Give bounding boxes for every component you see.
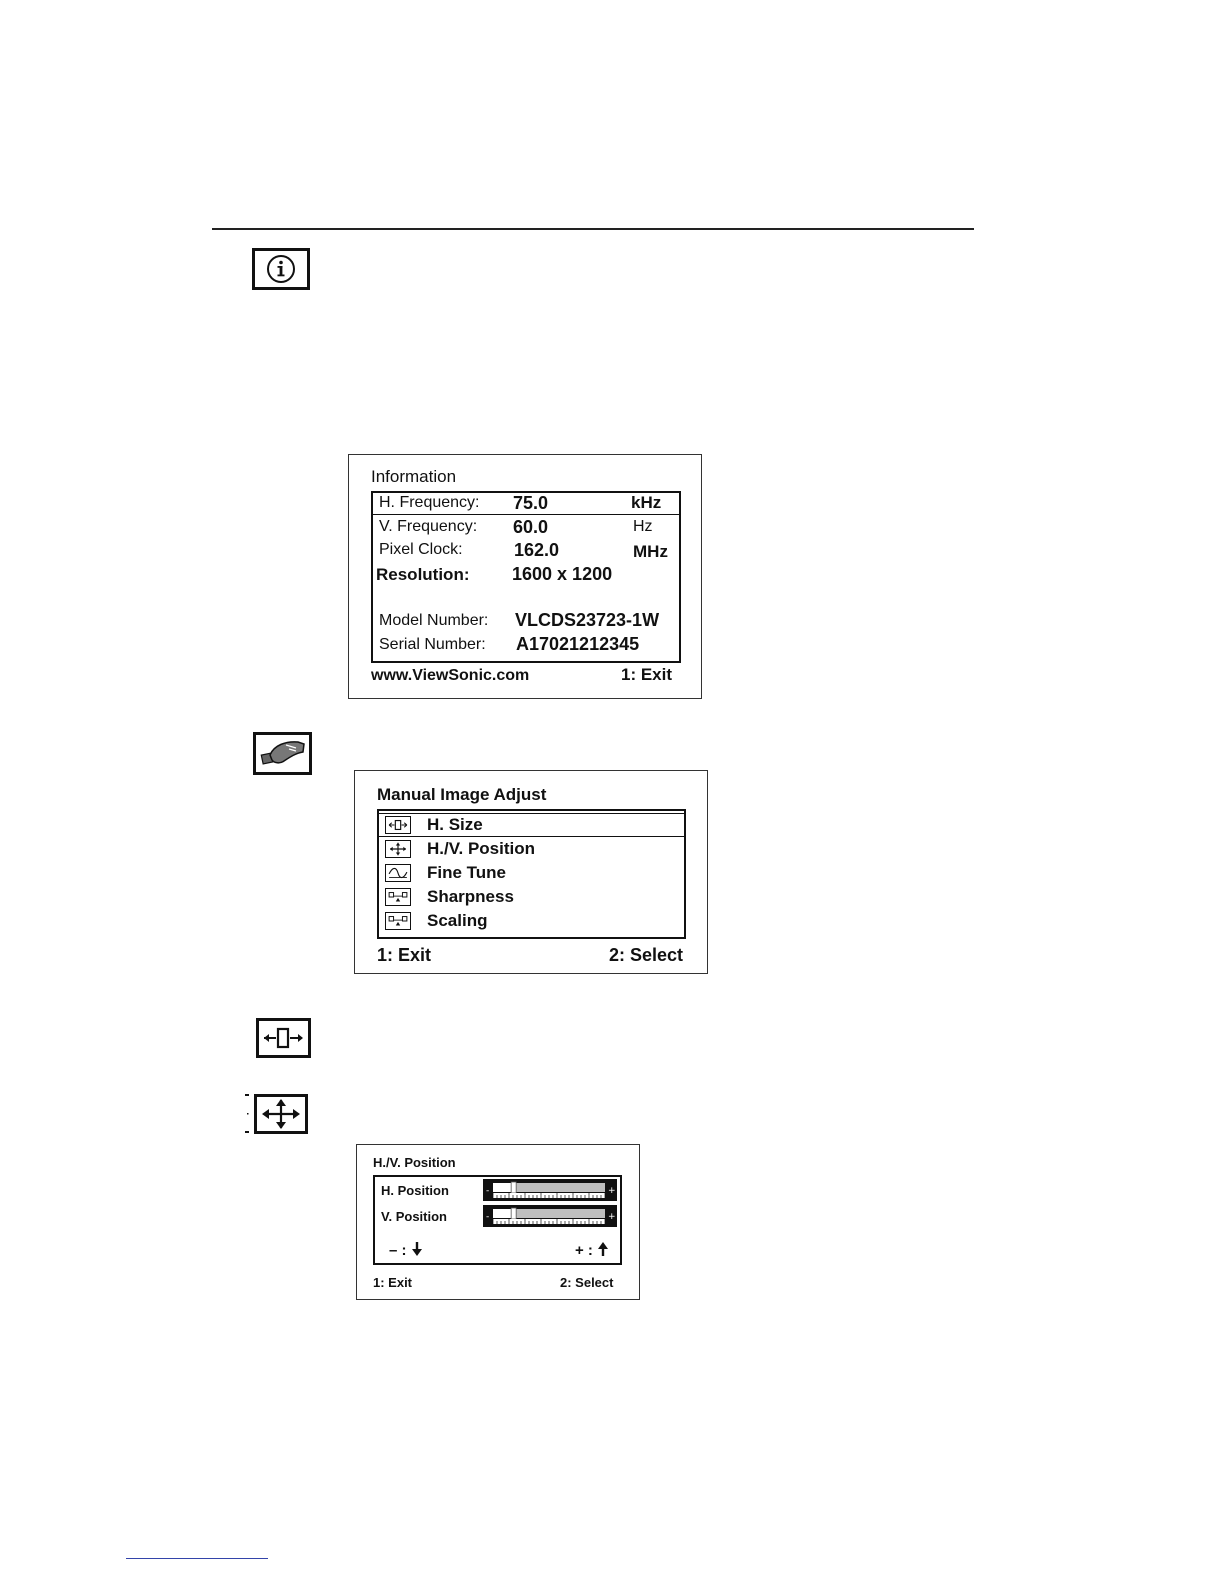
page-rule — [212, 228, 974, 230]
h-position-slider[interactable] — [483, 1179, 617, 1201]
exit-hint[interactable]: 1: Exit — [377, 945, 432, 965]
exit-hint[interactable]: 1: Exit — [621, 665, 673, 684]
hand-adjust-icon — [253, 732, 312, 775]
exit-hint[interactable]: 1: Exit — [373, 1275, 413, 1290]
menu-item-label: H. Size — [427, 815, 483, 834]
select-hint[interactable]: 2: Select — [609, 945, 684, 965]
manual-image-adjust-title: Manual Image Adjust — [377, 785, 547, 804]
h-size-icon — [385, 816, 411, 834]
select-hint[interactable]: 2: Select — [560, 1275, 614, 1290]
menu-item-label: Scaling — [427, 911, 488, 930]
h-frequency-unit: kHz — [631, 493, 662, 512]
menu-item-label: H./V. Position — [427, 839, 536, 858]
pixel-clock-unit: MHz — [633, 542, 668, 561]
v-frequency-label: V. Frequency: — [379, 518, 478, 535]
footer-link-underline — [126, 1558, 268, 1559]
pixel-clock-label: Pixel Clock: — [379, 541, 463, 558]
serial-number-label: Serial Number: — [379, 636, 486, 653]
arrow-down-icon — [411, 1241, 423, 1257]
increase-hint — [575, 1241, 609, 1259]
h-frequency-value: 75.0 — [513, 493, 549, 513]
website-link[interactable]: www.ViewSonic.com — [371, 667, 530, 684]
slider-minus-label: - — [486, 1186, 490, 1196]
sharpness-icon — [385, 888, 411, 906]
model-number-value: VLCDS23723-1W — [515, 610, 660, 630]
slider-minus-label: - — [486, 1212, 490, 1222]
decrease-hint — [389, 1241, 423, 1259]
hv-position-icon — [385, 840, 411, 858]
decrease-hint-label: – : — [389, 1242, 407, 1259]
information-table — [371, 491, 681, 663]
manual-image-adjust-panel — [354, 770, 708, 974]
v-frequency-value: 60.0 — [513, 517, 549, 537]
information-panel — [348, 454, 702, 699]
v-position-slider[interactable] — [483, 1205, 617, 1227]
increase-hint-label: + : — [575, 1242, 593, 1259]
arrow-up-icon — [597, 1241, 609, 1257]
menu-item-label: Sharpness — [427, 887, 514, 906]
slider-plus-label: + — [608, 1186, 616, 1196]
pixel-clock-value: 162.0 — [514, 540, 560, 560]
slider-plus-label: + — [608, 1212, 616, 1222]
v-frequency-unit: Hz — [633, 518, 653, 535]
h-frequency-label: H. Frequency: — [379, 494, 480, 511]
model-number-label: Model Number: — [379, 612, 489, 629]
resolution-label: Resolution: — [376, 565, 470, 584]
info-icon — [252, 248, 310, 290]
fine-tune-icon — [385, 864, 411, 882]
information-title: Information — [371, 467, 457, 486]
hv-position-controls — [373, 1175, 622, 1265]
v-position-label: V. Position — [381, 1209, 447, 1224]
serial-number-value: A17021212345 — [516, 634, 640, 654]
h-position-label: H. Position — [381, 1183, 449, 1198]
menu-item-label: Fine Tune — [427, 863, 507, 882]
resolution-value: 1600 x 1200 — [512, 564, 613, 584]
highlight-row — [379, 813, 684, 837]
hv-position-panel — [356, 1144, 640, 1300]
hv-position-icon — [254, 1094, 308, 1134]
hv-position-title: H./V. Position — [373, 1155, 456, 1170]
scaling-icon — [385, 912, 411, 930]
manual-image-adjust-menu — [377, 809, 686, 939]
margin-marks — [244, 1094, 250, 1134]
h-size-icon — [256, 1018, 311, 1058]
